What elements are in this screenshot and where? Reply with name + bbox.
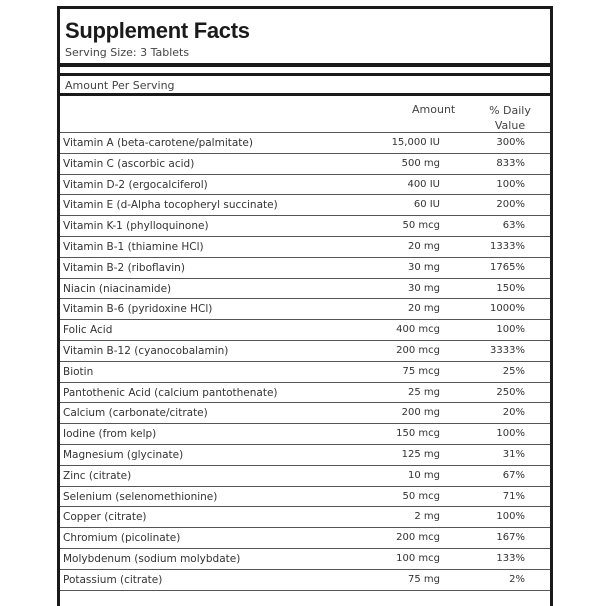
nutrient-daily-value: 67% bbox=[502, 469, 525, 481]
nutrient-daily-value: 1333% bbox=[490, 240, 525, 252]
nutrient-daily-value: 63% bbox=[502, 220, 525, 232]
table-row bbox=[60, 362, 550, 383]
nutrient-name: Biotin bbox=[63, 365, 94, 378]
nutrient-name: Molybdenum (sodium molybdate) bbox=[63, 552, 241, 565]
nutrient-daily-value: 100% bbox=[496, 428, 525, 440]
nutrient-daily-value: 31% bbox=[502, 448, 525, 460]
nutrient-daily-value: 250% bbox=[496, 386, 525, 398]
nutrient-amount: 75 mcg bbox=[402, 365, 440, 377]
nutrient-name: Folic Acid bbox=[63, 324, 113, 337]
nutrient-name: Selenium (selenomethionine) bbox=[63, 490, 218, 503]
amount-per-serving: Amount Per Serving bbox=[60, 73, 550, 96]
table-row bbox=[60, 195, 550, 216]
nutrient-daily-value: 300% bbox=[496, 137, 525, 148]
nutrient-name: Vitamin B-1 (thiamine HCl) bbox=[63, 240, 204, 253]
table-row bbox=[60, 279, 550, 300]
nutrient-name: Vitamin B-2 (riboflavin) bbox=[63, 261, 185, 274]
nutrient-daily-value: 133% bbox=[496, 552, 525, 564]
nutrient-name: Niacin (niacinamide) bbox=[63, 282, 172, 295]
table-row bbox=[60, 570, 550, 591]
table-row bbox=[60, 528, 550, 549]
nutrient-amount: 200 mcg bbox=[396, 532, 440, 544]
supplement-facts-panel bbox=[57, 6, 553, 606]
nutrient-daily-value: 833% bbox=[496, 157, 525, 169]
table-row bbox=[60, 154, 550, 175]
column-header bbox=[60, 96, 550, 133]
nutrient-amount: 50 mcg bbox=[402, 490, 440, 502]
nutrient-amount: 500 mg bbox=[401, 157, 440, 169]
table-row bbox=[60, 383, 550, 404]
nutrient-amount: 20 mg bbox=[408, 303, 440, 315]
nutrient-table bbox=[60, 133, 550, 591]
panel-title: Supplement Facts bbox=[65, 18, 250, 43]
nutrient-daily-value: 1765% bbox=[490, 261, 525, 273]
nutrient-daily-value: 71% bbox=[502, 490, 525, 502]
nutrient-daily-value: 3333% bbox=[490, 344, 525, 356]
nutrient-name: Vitamin A (beta-carotene/palmitate) bbox=[63, 137, 253, 149]
table-row bbox=[60, 341, 550, 362]
table-row bbox=[60, 237, 550, 258]
nutrient-amount: 20 mg bbox=[408, 240, 440, 252]
nutrient-amount: 30 mg bbox=[408, 282, 440, 294]
table-row bbox=[60, 320, 550, 341]
nutrient-name: Vitamin D-2 (ergocalciferol) bbox=[63, 178, 208, 191]
nutrient-amount: 25 mg bbox=[408, 386, 440, 398]
nutrient-name: Calcium (carbonate/citrate) bbox=[63, 407, 208, 420]
nutrient-daily-value: 1000% bbox=[490, 303, 525, 315]
nutrient-daily-value: 100% bbox=[496, 511, 525, 523]
nutrient-amount: 125 mg bbox=[401, 448, 440, 460]
nutrient-daily-value: 167% bbox=[496, 532, 525, 544]
nutrient-amount: 10 mg bbox=[408, 469, 440, 481]
nutrient-name: Zinc (citrate) bbox=[63, 469, 132, 482]
table-row bbox=[60, 216, 550, 237]
nutrient-name: Pantothenic Acid (calcium pantothenate) bbox=[63, 386, 278, 399]
nutrient-name: Chromium (picolinate) bbox=[63, 532, 181, 545]
nutrient-daily-value: 25% bbox=[502, 365, 525, 377]
nutrient-daily-value: 2% bbox=[509, 573, 525, 585]
table-row bbox=[60, 299, 550, 320]
nutrient-amount: 400 IU bbox=[407, 178, 440, 190]
nutrient-amount: 2 mg bbox=[414, 511, 440, 523]
nutrient-amount: 200 mcg bbox=[396, 344, 440, 356]
serving-size: Serving Size: 3 Tablets bbox=[65, 46, 190, 59]
nutrient-amount: 60 IU bbox=[413, 199, 440, 211]
table-row bbox=[60, 133, 550, 154]
table-row bbox=[60, 466, 550, 487]
table-row bbox=[60, 424, 550, 445]
nutrient-daily-value: 200% bbox=[496, 199, 525, 211]
nutrient-name: Iodine (from kelp) bbox=[63, 428, 157, 441]
nutrient-amount: 30 mg bbox=[408, 261, 440, 273]
nutrient-amount: 150 mcg bbox=[396, 428, 440, 440]
table-row bbox=[60, 175, 550, 196]
nutrient-amount: 15,000 IU bbox=[391, 137, 440, 148]
table-row bbox=[60, 487, 550, 508]
daily-value-column-header: % Daily Value bbox=[489, 104, 531, 132]
nutrient-daily-value: 100% bbox=[496, 324, 525, 336]
nutrient-amount: 400 mcg bbox=[396, 324, 440, 336]
nutrient-name: Vitamin E (d-Alpha tocopheryl succinate) bbox=[63, 199, 278, 212]
nutrient-name: Magnesium (glycinate) bbox=[63, 448, 184, 461]
nutrient-amount: 100 mcg bbox=[396, 552, 440, 564]
amount-column-header: Amount bbox=[412, 103, 456, 116]
table-row bbox=[60, 403, 550, 424]
table-row bbox=[60, 549, 550, 570]
nutrient-name: Vitamin C (ascorbic acid) bbox=[63, 157, 195, 170]
nutrient-name: Vitamin B-6 (pyridoxine HCl) bbox=[63, 303, 213, 316]
nutrient-amount: 200 mg bbox=[401, 407, 440, 419]
nutrient-daily-value: 100% bbox=[496, 178, 525, 190]
nutrient-amount: 75 mg bbox=[408, 573, 440, 585]
nutrient-name: Vitamin B-12 (cyanocobalamin) bbox=[63, 344, 229, 357]
title-block bbox=[60, 9, 550, 67]
nutrient-daily-value: 150% bbox=[496, 282, 525, 294]
nutrient-daily-value: 20% bbox=[502, 407, 525, 419]
nutrient-name: Vitamin K-1 (phylloquinone) bbox=[63, 220, 209, 233]
nutrient-amount: 50 mcg bbox=[402, 220, 440, 232]
table-row bbox=[60, 258, 550, 279]
table-row bbox=[60, 445, 550, 466]
nutrient-name: Copper (citrate) bbox=[63, 511, 147, 524]
table-row bbox=[60, 507, 550, 528]
nutrient-name: Potassium (citrate) bbox=[63, 573, 163, 586]
